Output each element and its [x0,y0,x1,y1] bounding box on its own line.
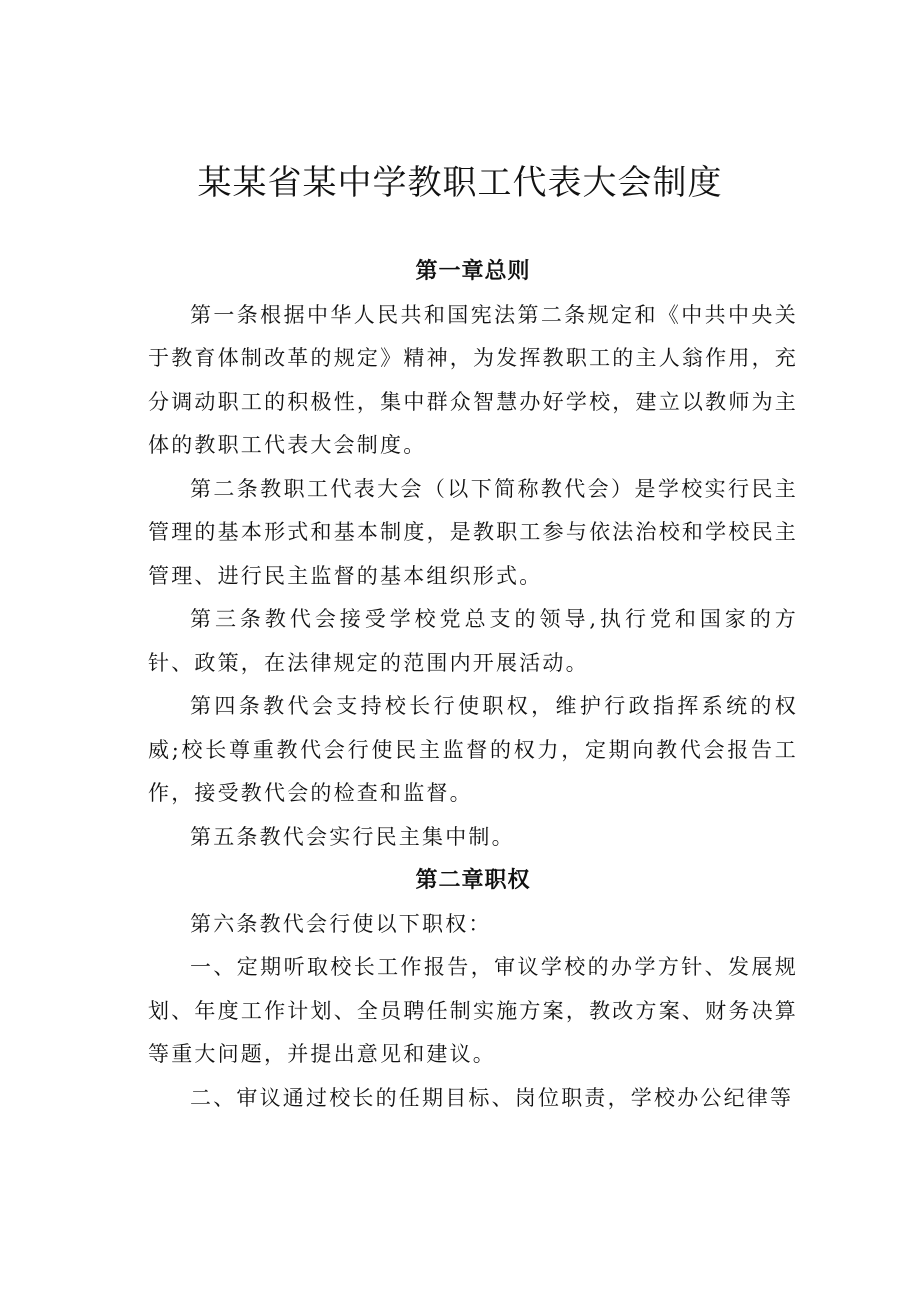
article-paragraph: 二、审议通过校长的任期目标、岗位职责，学校办公纪律等 [190,1085,794,1110]
document-title: 某某省某中学教职工代表大会制度 [197,163,723,203]
article-paragraph: 第一条根据中华人民共和国宪法第二条规定和《中共中央关于教育体制改革的规定》精神，为发挥教职工的主人翁作用，充分调动职工的积极性，集中群众智慧办好学校，建立以教师为主体的教职工代表大会制度。 [148,302,798,457]
article-paragraph: 第六条教代会行使以下职权： [190,911,492,936]
article-paragraph: 一、定期听取校长工作报告，审议学校的办学方针、发展规划、年度工作计划、全员聘任制实施方案，教改方案、财务决算等重大问题，并提出意见和建议。 [148,955,798,1066]
article-paragraph: 第五条教代会实行民主集中制。 [190,824,515,849]
document-body [148,250,798,1120]
chapter-heading: 第一章总则 [415,259,531,284]
article-paragraph: 第四条教代会支持校长行使职权，维护行政指挥系统的权威;校长尊重教代会行使民主监督的权力，定期向教代会报告工作，接受教代会的检查和监督。 [148,694,798,805]
chapter-heading: 第二章职权 [415,868,531,893]
article-paragraph: 第三条教代会接受学校党总支的领导,执行党和国家的方针、政策，在法律规定的范围内开展活动。 [148,607,798,675]
article-paragraph: 第二条教职工代表大会（以下简称教代会）是学校实行民主管理的基本形式和基本制度，是教职工参与依法治校和学校民主管理、进行民主监督的基本组织形式。 [148,476,798,588]
